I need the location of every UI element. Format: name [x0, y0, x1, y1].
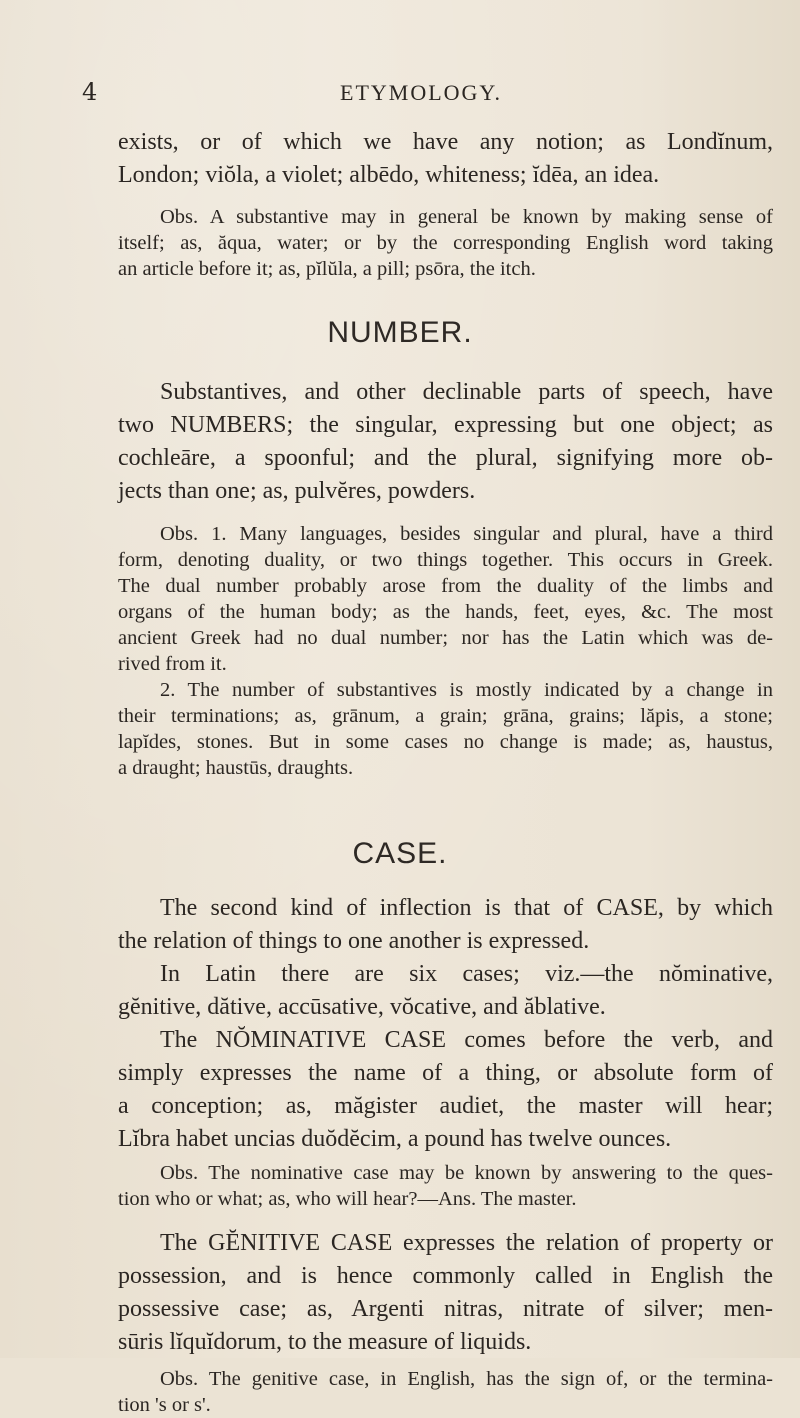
- text-line: a conception; as, măgister audiet, the master will hear;: [118, 1093, 773, 1119]
- page-number: 4: [82, 78, 98, 106]
- text-line: an article before it; as, pĭlŭla, a pill; psōra, the itch.: [118, 258, 536, 280]
- paragraph-case: [118, 892, 773, 1156]
- text-line: organs of the human body; as the hands, feet, eyes, &c. The most: [118, 601, 773, 623]
- paragraph-number: [118, 376, 773, 508]
- text-line: possession, and is hence commonly called in English the: [118, 1263, 773, 1289]
- obs-number: [118, 521, 773, 781]
- text-line: itself; as, ăqua, water; or by the corresponding English word taking: [118, 232, 773, 254]
- text-line: jects than one; as, pulvĕres, powders.: [118, 478, 476, 504]
- text-line: rived from it.: [118, 653, 227, 675]
- section-heading-number: NUMBER.: [327, 316, 473, 349]
- text-line: gĕnitive, dătive, accūsative, vŏcative, and ăblative.: [118, 994, 606, 1020]
- obs-case: [118, 1160, 773, 1212]
- text-line: simply expresses the name of a thing, or absolute form of: [118, 1060, 773, 1086]
- text-line: their terminations; as, grānum, a grain; grāna, grains; lăpis, a stone;: [118, 705, 773, 727]
- running-title: ETYMOLOGY.: [340, 80, 502, 105]
- text-line: form, denoting duality, or two things together. This occurs in Greek.: [118, 549, 773, 571]
- text-line: The GĔNITIVE CASE expresses the relation of property or: [160, 1230, 773, 1256]
- text-line: Obs. A substantive may in general be known by making sense of: [160, 206, 773, 228]
- text-line: 2. The number of substantives is mostly indicated by a change in: [160, 679, 773, 701]
- text-line: Lĭbra habet uncias duŏdĕcim, a pound has twelve ounces.: [118, 1126, 672, 1152]
- text-line: possessive case; as, Argenti nitras, nitrate of silver; men-: [118, 1296, 773, 1322]
- paragraph-genitive: [118, 1227, 773, 1359]
- text-line: The second kind of inflection is that of CASE, by which: [160, 895, 773, 921]
- obs-substantive: [118, 204, 773, 282]
- text-line: ancient Greek had no dual number; nor has the Latin which was de-: [118, 627, 773, 649]
- text-line: Obs. 1. Many languages, besides singular and plural, have a third: [160, 523, 773, 545]
- text-line: exists, or of which we have any notion; as Londĭnum,: [118, 129, 773, 155]
- text-line: lapĭdes, stones. But in some cases no change is made; as, haustus,: [118, 731, 773, 753]
- running-head: [0, 78, 800, 108]
- text-line: sūris lĭquĭdorum, to the measure of liquids.: [118, 1329, 532, 1355]
- text-line: tion 's or s'.: [118, 1394, 211, 1416]
- text-line: two NUMBERS; the singular, expressing but one object; as: [118, 412, 773, 438]
- text-line: the relation of things to one another is expressed.: [118, 928, 590, 954]
- text-line: a draught; haustūs, draughts.: [118, 757, 354, 779]
- text-line: The NŎMINATIVE CASE comes before the verb, and: [160, 1027, 773, 1053]
- text-line: London; viŏla, a violet; albēdo, whiteness; ĭdēa, an idea.: [118, 162, 660, 188]
- text-line: cochleāre, a spoonful; and the plural, signifying more ob-: [118, 445, 773, 471]
- text-line: In Latin there are six cases; viz.—the nŏminative,: [160, 961, 773, 987]
- text-line: The dual number probably arose from the duality of the limbs and: [118, 575, 773, 597]
- text-line: tion who or what; as, who will hear?—Ans. The master.: [118, 1188, 577, 1210]
- text-line: Obs. The nominative case may be known by answering to the ques-: [160, 1162, 773, 1184]
- paragraph-intro: [118, 126, 773, 192]
- text-line: Obs. The genitive case, in English, has the sign of, or the termina-: [160, 1368, 773, 1390]
- text-line: Substantives, and other declinable parts of speech, have: [160, 379, 773, 405]
- section-heading-case: CASE.: [352, 837, 448, 870]
- obs-genitive: [118, 1366, 773, 1418]
